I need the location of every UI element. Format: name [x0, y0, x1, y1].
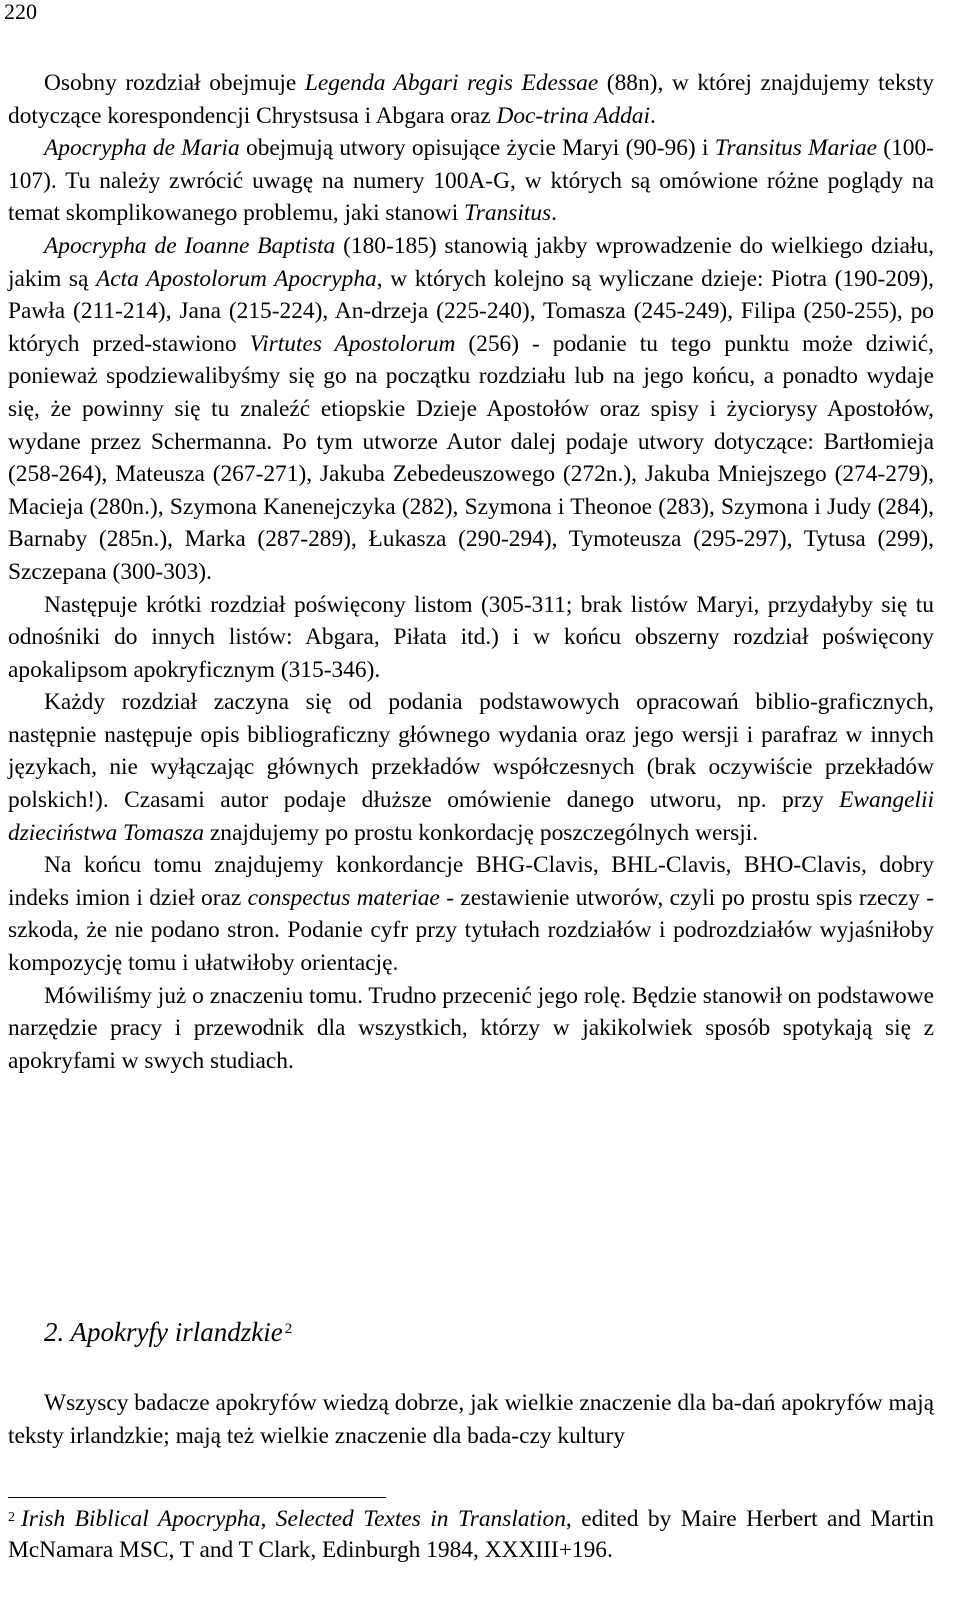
paragraph-6 [8, 849, 934, 979]
text-run: (88n), w której znajdujemy teksty dotyczące korespondencji Chrystsusa i Abgara oraz [8, 70, 934, 129]
paragraph-8 [8, 1387, 934, 1452]
footnote-reference: 2 [284, 1321, 293, 1337]
section-heading [44, 1315, 292, 1349]
italic-title: Apocrypha de Maria [44, 135, 240, 162]
italic-title: Doc-trina Addai [496, 102, 650, 129]
footnote-number: 2 [8, 1510, 15, 1525]
text-run: znajdujemy po prostu konkordację poszczególnych wersji. [204, 819, 759, 846]
text-run: . [551, 200, 558, 227]
italic-title: Ewangelii dzieciństwa Tomasza [8, 787, 934, 846]
paragraph-2 [8, 132, 934, 230]
paragraph-7 [8, 980, 934, 1078]
italic-title: conspectus materiae [247, 884, 440, 911]
main-text [8, 67, 934, 1077]
text-run: Na końcu tomu znajdujemy konkordancje BHG-Clavis, BHL-Clavis, BHO-Clavis, dobry indeks imion i dzieł oraz [8, 852, 934, 911]
italic-title: Virtutes Apostolorum [249, 330, 456, 357]
text-run: Następuje krótki rozdział poświęcony listom (305-311; brak listów Maryi, przydałyby się tu odnośniki do innych listów: Abgara, Piłata itd.) i w końcu obszerny rozdział poświęcony apokalipsom apokryficznym (315-346). [8, 591, 934, 683]
paragraph-4 [8, 589, 934, 687]
text-run: , w których kolejno są wyliczane dzieje: Piotra (190-209), Pawła (211-214), Jana (215-224), An-drzeja (225-240), Tomasza (245-249), Filipa (250-255), po których przed-stawiono [8, 265, 934, 357]
heading-text: 2. Apokryfy irlandzkie [44, 1317, 283, 1347]
paragraph-1 [8, 67, 934, 132]
section-text [8, 1387, 934, 1452]
page-number: 220 [4, 0, 37, 24]
footnote-title: Irish Biblical Apocrypha, Selected Textes in Translation [21, 1506, 566, 1532]
italic-title: Transitus Mariae [714, 135, 878, 162]
footnote-text: , edited by Maire Herbert and Martin McNamara MSC, T and T Clark, Edinburgh 1984, XXXIII+196. [8, 1506, 934, 1563]
italic-title: Apocrypha de Ioanne Baptista [44, 232, 336, 259]
text-run: Osobny rozdział obejmuje [44, 70, 305, 96]
text-run: . [650, 102, 656, 129]
footnote-divider [8, 1497, 386, 1498]
paragraph-5 [8, 686, 934, 849]
paragraph-3 [8, 230, 934, 589]
text-run: Wszyscy badacze apokryfów wiedzą dobrze, jak wielkie znaczenie dla ba-dań apokryfów mają teksty irlandzkie; mają też wielkie znaczenie dla bada-czy kultury [8, 1390, 934, 1449]
italic-title: Transitus [464, 200, 552, 227]
text-run: obejmują utwory opisujące życie Maryi (90-96) i [239, 135, 715, 162]
text-run: (100-107). Tu należy zwrócić uwagę na numery 100A-G, w których są omówione różne poglądy na temat skomplikowanego problemu, jaki stanowi [8, 135, 934, 227]
text-run: Każdy rozdział zaczyna się od podania podstawowych opracowań biblio-graficznych, następnie następuje opis bibliograficzny głównego wydania oraz jego wersji i parafraz w innych językach, nie wyłączając głównych przekładów współczesnych (brak oczywiście przekładów polskich!). Czasami autor podaje dłuższe omówienie danego utworu, np. przy [8, 689, 934, 814]
text-run: (180-185) stanowią jakby wprowadzenie do wielkiego działu, jakim są [8, 232, 934, 292]
text-run: (256) - podanie tu tego punktu może dziwić, ponieważ spodziewalibyśmy się go na początku rozdziału lub na jego końcu, a ponadto wydaje się, że powinny się tu znaleźć etiopskie Dzieje Apostołów oraz spisy i życiorysy Apostołów, wydane przez Schermanna. Po tym utworze Autor dalej podaje utwory dotyczące: Bartłomieja (258-264), Mateusza (267-271), Jakuba Zebedeuszowego (272n.), Jakuba Mniejszego (274-279), Macieja (280n.), Szymona Kanenejczyka (282), Szymona i Theonoe (283), Szymona i Judy (284), Barnaby (285n.), Marka (287-289), Łukasza (290-294), Tymoteusza (295-297), Tytusa (299), Szczepana (300-303). [8, 330, 934, 585]
italic-title: Legenda Abgari regis Edessae [304, 70, 599, 96]
italic-title: Acta Apostolorum Apocrypha [96, 265, 377, 292]
footnote [8, 1504, 934, 1566]
text-run: - zestawienie utworów, czyli po prostu spis rzeczy - szkoda, że nie podano stron. Podanie cyfr przy tytułach rozdziałów i podrozdziałów wyjaśniłoby kompozycję tomu i ułatwiłoby orientację. [8, 884, 934, 977]
text-run: Mówiliśmy już o znaczeniu tomu. Trudno przecenić jego rolę. Będzie stanowił on podstawowe narzędzie pracy i przewodnik dla wszystkich, którzy w jakikolwiek sposób spotykają się z apokryfami w swych studiach. [8, 982, 934, 1074]
